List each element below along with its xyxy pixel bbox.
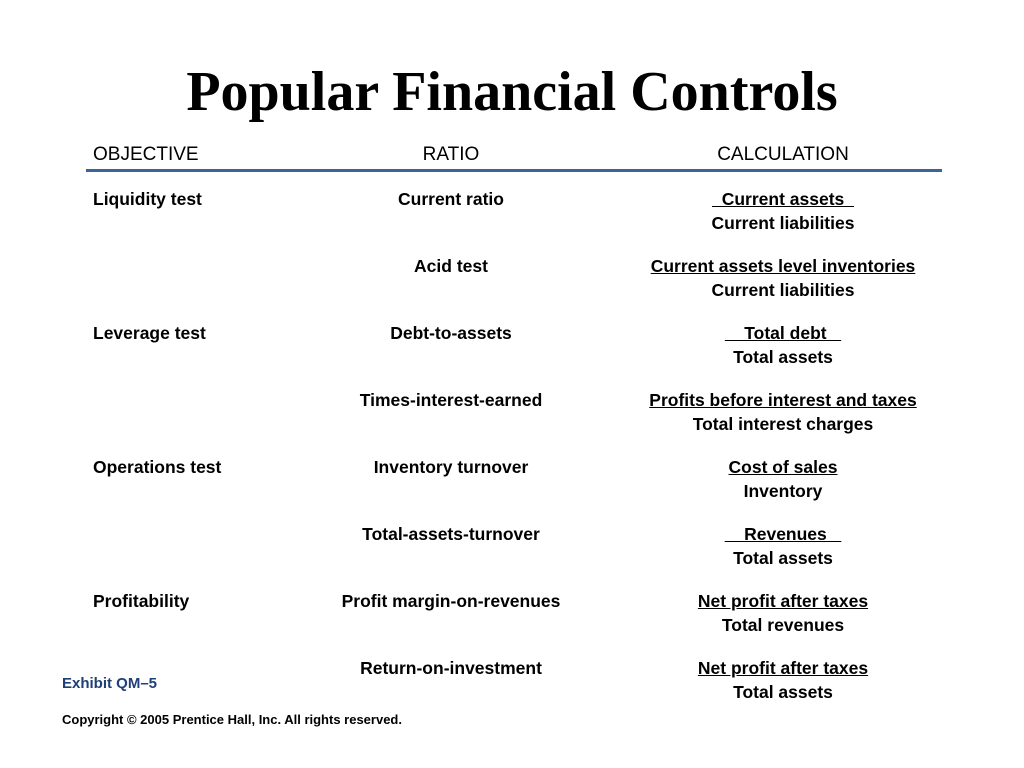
calc-denominator: Current liabilities [711, 280, 855, 300]
row-objective: Operations test [93, 457, 222, 477]
calc-denominator: Total revenues [721, 615, 845, 635]
row-objective: Liquidity test [93, 189, 202, 209]
row-ratio: Current ratio [398, 189, 504, 209]
calc-numerator: Total debt [724, 323, 842, 343]
calc-denominator: Inventory [743, 481, 823, 501]
row-ratio: Inventory turnover [373, 457, 529, 477]
row-calculation [598, 589, 968, 637]
row-objective: Leverage test [93, 323, 206, 343]
calc-numerator: Net profit after taxes [697, 591, 869, 611]
row-calculation [598, 455, 968, 503]
calc-numerator: Current assets [712, 189, 854, 209]
row-calculation [598, 522, 968, 570]
row-ratio: Profit margin-on-revenues [341, 591, 561, 611]
row-calculation [598, 254, 968, 302]
exhibit-label: Exhibit QM–5 [62, 675, 158, 692]
row-objective: Profitability [93, 591, 190, 611]
calc-numerator: Net profit after taxes [697, 658, 869, 678]
row-ratio: Acid test [414, 256, 488, 276]
row-calculation [598, 187, 968, 235]
calc-denominator: Current liabilities [711, 213, 855, 233]
row-calculation [598, 321, 968, 369]
calc-denominator: Total assets [733, 548, 833, 568]
column-header-calculation: CALCULATION [717, 144, 849, 165]
calc-numerator: Cost of sales [728, 457, 838, 477]
row-ratio: Times-interest-earned [359, 390, 543, 410]
calc-denominator: Total assets [733, 682, 833, 702]
calc-numerator: Current assets level inventories [650, 256, 916, 276]
row-ratio: Return-on-investment [360, 658, 542, 678]
calc-numerator: Profits before interest and taxes [649, 390, 917, 410]
column-header-ratio: RATIO [422, 144, 480, 165]
calc-numerator: Revenues [724, 524, 842, 544]
calc-denominator: Total interest charges [692, 414, 874, 434]
row-calculation [598, 388, 968, 436]
row-calculation [598, 656, 968, 704]
header-rule [86, 169, 942, 172]
row-ratio: Debt-to-assets [390, 323, 512, 343]
column-header-objective: OBJECTIVE [93, 144, 199, 165]
row-ratio: Total-assets-turnover [362, 524, 540, 544]
page-title: Popular Financial Controls [186, 61, 838, 123]
copyright-notice: Copyright © 2005 Prentice Hall, Inc. All rights reserved. [62, 712, 402, 727]
calc-denominator: Total assets [733, 347, 833, 367]
